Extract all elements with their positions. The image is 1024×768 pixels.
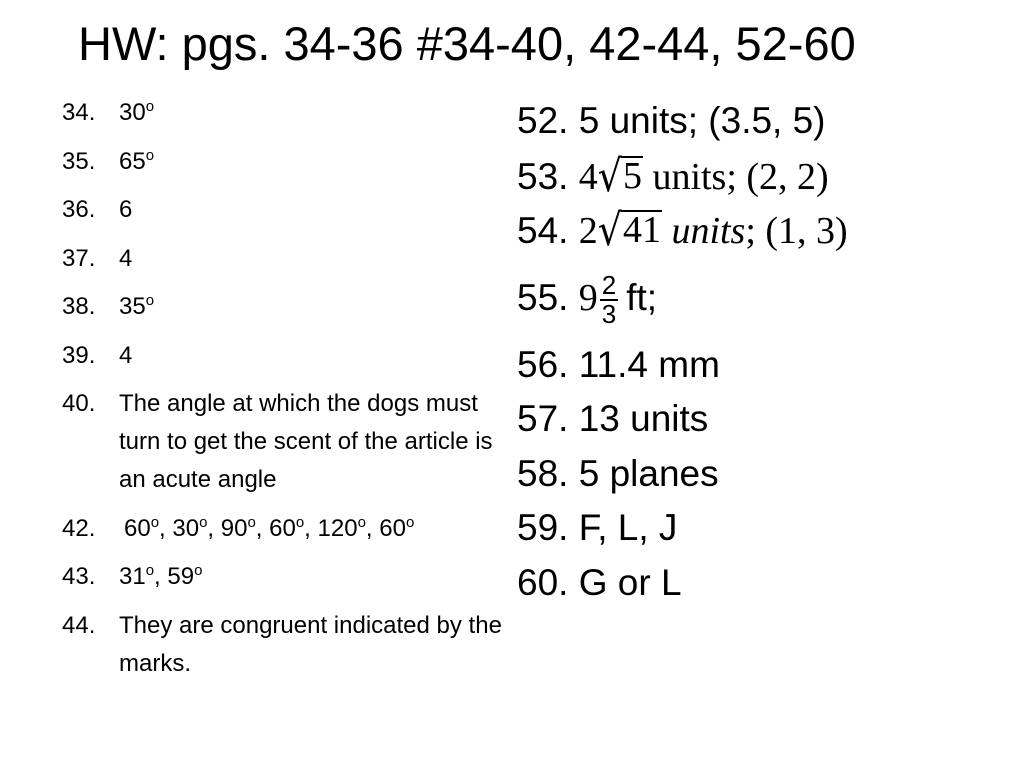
math-expression: 4√5 units; (2, 2) [579,156,829,198]
answer-text: G or L [578,561,682,603]
fraction: $\frac{2}{3}$ [601,269,617,329]
answer-text: 5 planes [578,452,719,494]
answer-34 [62,94,502,132]
sqrt-symbol: √ [597,204,622,256]
answer-40 [62,385,502,499]
answer-text: The angle at which the dogs must turn to get the scent of the article is an acute angle [119,390,493,493]
answer-number: 38. [62,293,96,320]
answer-text: 30$^o$ [119,98,155,126]
answer-text: They are congruent indicated by the marks. [119,611,502,677]
answer-38 [62,288,502,326]
math-expression: 2√41 units; (1, 3) [579,210,848,252]
answer-60: 60. G or L [517,561,682,603]
answer-44 [62,607,502,683]
answer-35 [62,143,502,181]
answer-56: 56. 11.4 mm [517,343,720,385]
answer-text: 31$^o$, 59$^o$ [119,562,203,590]
answer-number: 36. [62,196,96,223]
answer-number: 44. [62,611,96,639]
answer-text: 13 units [578,398,709,439]
answer-54: 54. 2√41 units; (1, 3) [517,203,1007,258]
answer-43 [62,558,502,596]
answer-number: 43. [62,563,96,590]
answer-text: 6 [119,196,133,223]
answer-text: 65$^o$ [119,146,155,175]
answer-39 [62,337,502,375]
answer-number: 39. [62,341,96,369]
answer-number: 42. [62,514,96,542]
answer-text: 4 [119,341,133,369]
answer-number: 35. [62,147,96,175]
degree-mark: o [145,146,155,164]
degree-mark: o [145,98,155,115]
answer-number: 40. [62,390,96,417]
right-answer-list [517,94,1007,610]
answer-59: 59. F, L, J [517,507,678,548]
answer-text: F, L, J [578,507,678,548]
answer-text: 5 units; (3.5, 5) [578,100,826,141]
answer-number: 34. [62,99,96,126]
answer-text: 35$^o$ [119,292,155,320]
answer-text: 4 [119,244,133,272]
answer-36 [62,191,502,229]
degree-mark: o [145,292,155,309]
left-answer-list [62,94,502,693]
answer-37 [62,240,502,278]
answer-55: 55. 9 $\frac{2}{3}$ ft; [517,269,658,329]
sqrt-symbol: √ [597,150,622,201]
answer-text: 60$^o$, 30$^o$, 90$^o$, 60$^o$, 120$^o$, 60$^o$ [124,513,415,542]
slide-title: HW: pgs. 34-36 #34-40, 42-44, 52-60 [78,17,856,70]
answer-text: 11.4 mm [578,343,720,385]
answer-52: 52. 5 units; (3.5, 5) [517,100,826,141]
answer-42 [62,510,502,548]
answer-58: 58. 5 planes [517,452,719,494]
answer-57: 57. 13 units [517,398,709,439]
answer-53: 53. 4√5 units; (2, 2) [517,149,1007,204]
answer-number: 37. [62,244,96,272]
